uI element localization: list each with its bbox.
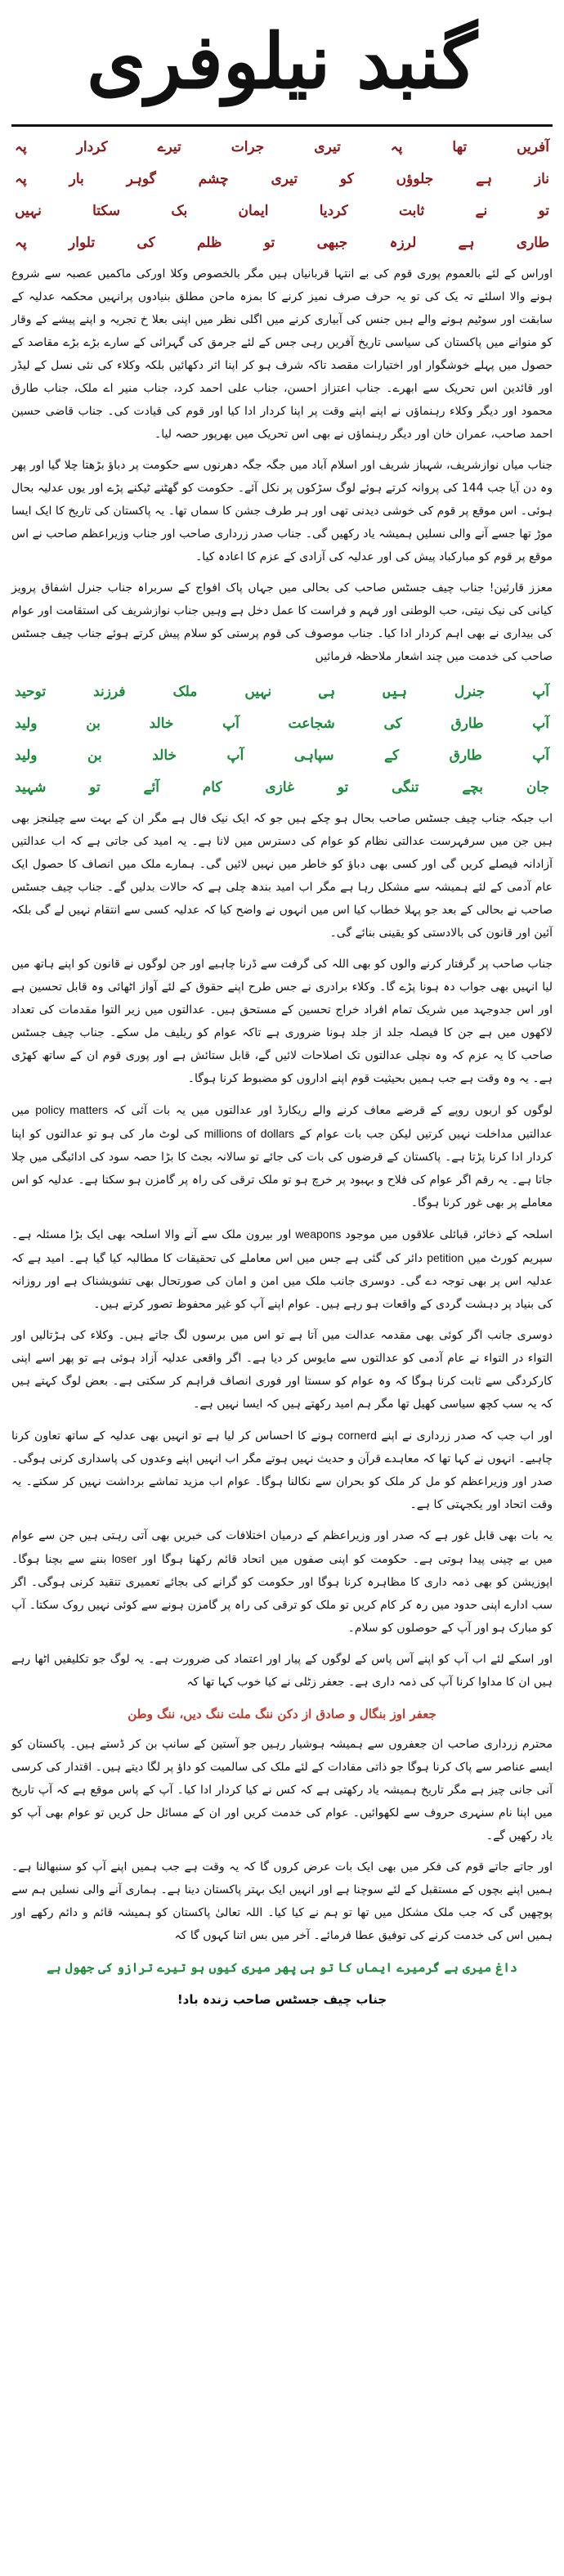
text-run: دائر کی گئی ہے جس میں اس معاملے کی تحقیقات کا مطالبہ کیا گیا ہے۔ امید ہے کہ عدلیہ اس پر بھی توجہ دے گی۔ دوسری جانب ملک میں امن و امان کی صورتحال بھی تشویشناک ہے اور روزانہ کی بنیاد پر دہشت گردی کے واقعات ہو رہے ہیں۔ عوام اپنے آپ کو غیر محفوظ تصور کرتے ہیں۔	[11, 1252, 553, 1311]
poem-block-1	[11, 132, 553, 259]
text-run: کی لوٹ مار کی ہو تو عدالتوں کو اپنا کردار ادا کرنا پڑتا ہے۔ پاکستان کے قرضوں کی بات کی جائے تو سالانہ بجٹ کا بڑا حصہ سود کی ادائیگی میں چلا جاتا ہے۔ یہ رقم اگر عوام کی فلاح و بہبود پر خرچ ہو تو ملک ترقی کی راہ پر گامزن ہو سکتا ہے۔ عدلیہ کو اس معاملے پر بھی غور کرنا ہوگا۔	[11, 1128, 553, 1209]
poem-word: تو	[538, 203, 549, 219]
poem-word: طارق	[450, 716, 484, 732]
poem-word: پہ	[15, 171, 27, 187]
poem-word: جان	[526, 779, 549, 796]
poem-word: فرزند	[93, 684, 126, 700]
poem-word: تیری	[314, 139, 341, 155]
poem-word: آپ	[532, 747, 549, 764]
poem-word: خالد	[149, 716, 174, 732]
text-run: بننے سے بچنا ہوگا۔ اپوزیشن کو بھی ذمہ داری کا مظاہرہ کرنا ہوگا اور حکومت کو گرانے کی بجائے تعمیری تنقید کرنی ہوگی۔ اگر سب ادارے اپنی حدود میں رہ کر کام کریں تو ملک کو ترقی کی راہ پر گامزن ہونے سے کوئی نہیں روک سکتا۔ آپ کو مبارک ہو اور آپ کے حوصلوں کو سلام۔	[11, 1553, 553, 1635]
poem-word: ظلم	[196, 235, 222, 251]
poem-line	[11, 740, 553, 772]
poem-word: ہی	[319, 684, 336, 700]
poem-word: ولید	[15, 747, 38, 764]
poem-word: پہ	[390, 139, 403, 155]
poem-word: بار	[69, 171, 84, 187]
paragraph: جناب صاحب پر گرفتار کرنے والوں کو بھی اللہ کی گرفت سے ڈرنا چاہیے اور جن لوگوں نے قانون کو اپنے ہاتھ میں لیا انہیں بھی جواب دہ ہونا پڑے گا۔ وکلاء برادری نے جس طرح اپنے حقوق کے لئے آواز اٹھائی وہ قابل تحسین ہے اور اس جدوجہد میں شریک تمام افراد خراج تحسین کے مستحق ہیں۔ عدالتوں میں زیر التوا مقدمات کی تعداد لاکھوں میں ہے جن کا فیصلہ جلد از جلد ہونا ضروری ہے تاکہ عوام کو ریلیف مل سکے۔ جناب چیف جسٹس صاحب کا یہ عزم کہ وہ نچلی عدالتوں تک اصلاحات لائیں گے، قابل ستائش ہے اور پوری قوم ان کے ساتھ کھڑی ہے۔ یہ وہ وقت ہے جب ہمیں بحیثیت قوم اپنے اداروں کو مضبوط کرنا ہوگا۔	[11, 958, 553, 1085]
poem-word: تیرے	[157, 139, 181, 155]
text-run: لوگوں کو اربوں روپے کے قرضے معاف کرنے والے ریکارڈ اور عدالتوں میں یہ بات آئی کہ	[113, 1104, 553, 1117]
closing-line: جناب چیف جسٹس صاحب زندہ باد!	[177, 1992, 387, 2007]
poem-word: ہیں	[383, 684, 407, 700]
paragraph	[11, 1424, 553, 1516]
poem-word: سپاہی	[293, 747, 334, 764]
paragraph	[11, 1223, 553, 1316]
paragraph	[11, 1524, 553, 1640]
english-term: weapons	[295, 1227, 342, 1241]
poem-word: تو	[89, 779, 101, 796]
poem-line	[11, 195, 553, 227]
poem-word: ہے	[476, 171, 493, 187]
poem-word: ناز	[534, 171, 549, 187]
poem-word: کام	[202, 779, 222, 796]
paragraph: اور جاتے جاتے قوم کی فکر میں بھی ایک بات عرض کروں گا کہ یہ وقت ہے جب ہمیں اپنے آپ کو سنبھالنا ہے۔ ہمیں اپنے بچوں کے مستقبل کے لئے سوچنا ہے اور انہیں ایک بہتر پاکستان دینا ہے۔ ہماری آنے والی نسلیں ہم سے پوچھیں گی کہ جب ملک مشکل میں تھا تو ہم نے کیا کیا۔ اللہ تعالیٰ پاکستان کو ہمیشہ قائم و دائم رکھے اور ہمیں اس کی خدمت کرنے کی توفیق عطا فرمائے۔ آخر میں بس اتنا کہوں گا کہ	[11, 1860, 553, 1942]
poem-word: ہے	[458, 235, 475, 251]
paragraph: معزز قارئین! جناب چیف جسٹس صاحب کی بحالی میں جہاں پاک افواج کے سربراہ جناب جنرل اشفاق پرویز کیانی کی نیک نیتی، حب الوطنی اور فہم و فراست کا عمل دخل ہے وہیں جناب نوازشریف کی استقامت اور عوام کی بیداری نے بھی اہم کردار ادا کیا۔ جناب موصوف کی قوم پرستی کو سلام پیش کرتے ہوئے جناب چیف جسٹس صاحب کی خدمت میں چند اشعار ملاحظہ فرمائیں	[11, 581, 553, 663]
poem-line	[11, 132, 553, 164]
poem-word: آپ	[226, 747, 244, 764]
paragraph: محترم زرداری صاحب ان جعفروں سے ہمیشہ ہوشیار رہیں جو آستین کے سانپ بن کر ڈستے ہیں۔ پاکستان کو ایسے عناصر سے پاک کرنا ہوگا جو ذاتی مفادات کے لئے ملک کی سالمیت کو داؤ پر لگا دیتے ہیں۔ اقتدار کی کرسی آنی جانی چیز ہے مگر تاریخ ہمیشہ یاد رکھتی ہے کہ کس نے کیا کردار ادا کیا۔ آپ کے پاس موقع ہے کہ آپ تاریخ میں اپنا نام سنہری حروف سے لکھوائیں۔ عوام کی خدمت کریں اور ان کے مسائل حل کریں تو عوام بھی آپ کو یاد رکھیں گے۔	[11, 1738, 553, 1842]
poem-word: کو	[339, 171, 354, 187]
poem-line	[11, 227, 553, 259]
poem-word: تیری	[271, 171, 298, 187]
poem-word: نہیں	[244, 684, 272, 700]
poem-line	[11, 772, 553, 804]
poem-word: آپ	[532, 716, 549, 732]
poem-word: بن	[87, 747, 102, 764]
poem-word: کردار	[76, 139, 108, 155]
text-run: ہونے کا احساس کر لیا ہے تو انہیں بھی عدلیہ کے ساتھ تعاون کرنا چاہیے۔ انہوں نے کہا تھا کہ معاہدے قرآن و حدیث نہیں ہوتے مگر اب انہیں اپنے وعدوں کی پاسداری کرنی ہوگی۔ صدر اور وزیراعظم کو مل کر ملک کو بحران سے نکالنا ہوگا۔ عوام اب مزید تماشے برداشت نہیں کر سکتے۔ یہ وقت اتحاد اور یکجہتی کا ہے۔	[11, 1429, 553, 1511]
english-term: cornerd	[338, 1429, 377, 1442]
poem-word: ولید	[15, 716, 38, 732]
poem-word: تو	[337, 779, 349, 796]
english-term: policy matters	[35, 1103, 108, 1116]
poem-word: پہ	[15, 235, 27, 251]
english-term: millions of dollars	[204, 1127, 295, 1140]
poem-word: کے	[384, 747, 400, 764]
poem-word: جرات	[231, 139, 265, 155]
poem-line	[11, 676, 553, 708]
poem-word: آئے	[143, 779, 159, 796]
poem-word: ثابت	[398, 203, 425, 219]
paragraph	[11, 1098, 553, 1214]
poem-word: تلوار	[69, 235, 96, 251]
paragraph: اوراس کے لئے بالعموم پوری قوم کی بے انتہا قربانیاں ہیں مگر بالخصوص وکلا اورکی ماکمیں عصبہ سے شروع ہونے والا اسلئے تہ یک کی تو یہ حرف صرف نمیز کرنے کا بمزہ ماحن مطلق بنیادوں پرانہیں محکمہ عدلیہ کے سابقت اور سوٹیم ہونے والے ہیں جنس کی آبیاری کرنے میں اگلی نظر میں اپنی بعلا خ تجریہ و اپنے پیشے کے وقار کو منوانے میں پاکستان کی سیاسی تاریخ آفریں رہی جس کے لئے جرمق کی گہرائی کے سارے بڑے بڑے مقاصد کے حصول میں پہلے خوشگوار اور اختیارات مقصد تاکہ شرف ہو کر اپنا اثر دکھائیں بلکہ وکلاء کی نئی نسل کے لیڈر اور قائدین اس تحریک سے ابھرے۔ جناب اعتزاز احسن، جناب علی احمد کرد، جناب منیر اے ملک، جناب طارق محمود اور دیگر وکلاء رہنماؤں نے اپنے اپنے وقت پر اپنا کردار ادا کیا اور قوم کی قیادت کی۔ جناب قاضی حسین احمد صاحب، عمران خان اور دیگر رہنماؤں نے بھی اس تحریک میں بھرپور حصہ لیا۔	[11, 267, 553, 441]
poem-word: لرزہ	[389, 235, 417, 251]
poem-word: شہید	[15, 779, 47, 796]
poem-word: طارق	[449, 747, 482, 764]
poem-word: ملک	[172, 684, 198, 700]
poem-word: جلوؤں	[396, 171, 434, 187]
poem-word: تو	[263, 235, 275, 251]
column-title: گنبد نیلوفری	[87, 17, 477, 105]
text-run: اور اب جب کہ صدر زرداری نے اپنے	[381, 1429, 553, 1443]
highlight-verse: داغ میری ہے گرمیرے ایماں کا تو ہی پھر میری کیوں ہو تیرے ترازو کی جھول ہے	[47, 1960, 517, 1975]
english-term: loser	[111, 1552, 137, 1565]
poem-word: کردیا	[319, 203, 348, 219]
poem-word: آپ	[222, 716, 239, 732]
poem-word: نے	[475, 203, 488, 219]
poem-word: بن	[86, 716, 101, 732]
poem-word: نہیں	[15, 203, 42, 219]
poem-block-2	[11, 676, 553, 804]
poem-word: طاری	[516, 235, 549, 251]
poem-word: غازی	[265, 779, 294, 796]
poem-word: گوہر	[126, 171, 156, 187]
poem-line	[11, 164, 553, 195]
poem-word: تنگی	[392, 779, 419, 796]
poem-word: آپ	[532, 684, 549, 700]
poem-word: کی	[383, 716, 402, 732]
english-term: petition	[427, 1251, 464, 1264]
poem-word: پہ	[15, 139, 27, 155]
poem-word: شجاعت	[288, 716, 335, 732]
divider	[11, 124, 553, 127]
poem-word: آفریں	[517, 139, 549, 155]
poem-word: ایمان	[238, 203, 269, 219]
poem-word: کی	[137, 235, 155, 251]
text-run: یہ بات بھی قابل غور ہے کہ صدر اور وزیراعظم کے درمیان اختلافات کی خبریں بھی آتی رہتی ہیں جن سے عوام میں بے چینی پیدا ہوتی ہے۔ حکومت کو اپنی صفوں میں اتحاد قائم رکھنا ہوگا اور	[11, 1529, 553, 1566]
text-run: میں عدالتیں مداخلت نہیں کرتیں لیکن جب بات عوام کے	[11, 1104, 553, 1141]
poem-word: چشم	[198, 171, 229, 187]
poem-word: توحید	[15, 684, 47, 700]
poem-word: سکتا	[92, 203, 121, 219]
paragraph: اب جبکہ جناب چیف جسٹس صاحب بحال ہو چکے ہیں جو کہ ایک نیک فال ہے مگر ان کے بہت سے چیلنجز بھی ہیں جن میں سرفہرست عدالتی نظام کو عوام کی دسترس میں لانا ہے۔ یہ امید کی جاتی ہے کہ اب عدالتیں آزادانہ فیصلے کریں گی اور کسی بھی دباؤ کو خاطر میں نہیں لائیں گی۔ ہمارے ملک میں انصاف کا حصول ایک عام آدمی کے لئے ہمیشہ سے مشکل رہا ہے مگر اب امید بندھ چلی ہے کہ حالات بدلیں گے۔ جناب چیف جسٹس صاحب نے بحالی کے بعد جو پہلا خطاب کیا اس میں انہوں نے واضح کیا کہ عدلیہ کسی سے انتقام نہیں لے گی بلکہ آئین اور قانون کی بالادستی کو یقینی بنائے گی۔	[11, 812, 553, 940]
paragraph: دوسری جانب اگر کوئی بھی مقدمہ عدالت میں آتا ہے تو اس میں برسوں لگ جاتے ہیں۔ وکلاء کی ہڑتالیں اور التواء در التواء نے عام آدمی کو عدالتوں سے مایوس کر دیا ہے۔ اگر واقعی عدلیہ آزاد ہوئی ہے تو پھر اسے اپنی کارکردگی سے ثابت کرنا ہوگا کہ وہ عوام کو سستا اور فوری انصاف فراہم کر سکتی ہے۔ بعض لوگ کہتے ہیں کہ یہ سب کچھ سیاسی کھیل تھا مگر ہم امید رکھتے ہیں کہ ایسا نہیں ہے۔	[11, 1329, 553, 1411]
poem-word: بک	[171, 203, 188, 219]
poem-word: جبھی	[316, 235, 348, 251]
poem-word: تھا	[452, 139, 468, 155]
paragraph: جناب میاں نوازشریف، شہباز شریف اور اسلام آباد میں جگہ جگہ دھرنوں سے حکومت پر دباؤ بڑھتا چلا گیا اور پھر وہ دن آیا جب 144 کی پروانہ کرتے ہوئے لوگ سڑکوں پر نکل آئے۔ حکومت کو گھٹنے ٹیکنے پڑے اور یوں عدلیہ بحال ہوئی۔ اس موقع پر قوم کی خوشی دیدنی تھی اور ہر طرف جشن کا سماں تھا۔ یہ پاکستان کی تاریخ کا ایک ایسا موڑ تھا جسے آنے والی نسلیں ہمیشہ یاد رکھیں گی۔ جناب صدر زرداری صاحب اور جناب وزیراعظم صاحب نے اس موقع پر قوم کو مبارکباد پیش کی اور عدلیہ کی آزادی کے عزم کا اعادہ کیا۔	[11, 459, 553, 563]
text-run: اور بیرون ملک سے آنے والا اسلحہ بھی ایک بڑا مسئلہ ہے۔ سپریم کورٹ میں	[11, 1228, 553, 1265]
paragraph: اور اسکے لئے اب آپ کو اپنے آس پاس کے لوگوں کے پیار اور اعتماد کی ضرورت ہے۔ یہ لوگ جو تکلیفیں اٹھا رہے ہیں ان کا مداوا کرنا آپ کی ذمہ داری ہے۔ جعفر زٹلی نے کیا خوب کہا تھا کہ	[11, 1653, 553, 1689]
poem-word: جنرل	[454, 684, 486, 700]
poem-word: بچے	[462, 779, 483, 796]
poem-line	[11, 708, 553, 740]
poem-word: خالد	[152, 747, 177, 764]
text-run: اسلحہ کے ذخائر، قبائلی علاقوں میں موجود	[345, 1228, 553, 1241]
highlight-verse: جعفر اوز بنگال و صادق از دکن ننگ ملت ننگ دیں، ننگ وطن	[128, 1707, 436, 1721]
